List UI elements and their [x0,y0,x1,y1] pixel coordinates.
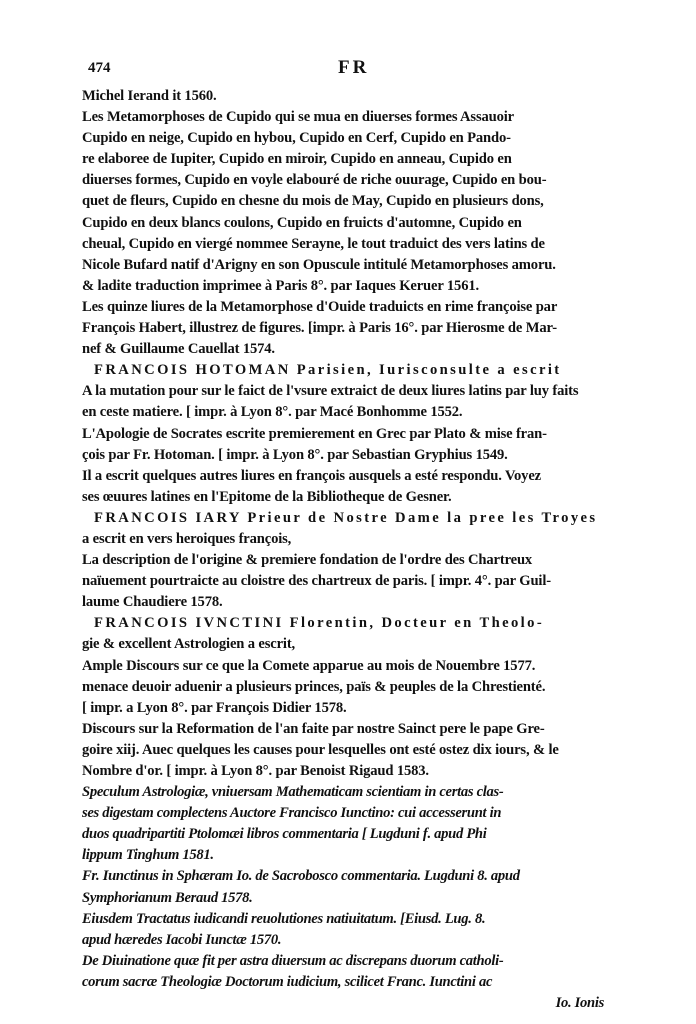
page-text [82,86,604,1014]
text-line: laume Chaudiere 1578. [82,594,223,611]
author-heading: FRANCOIS IVNCTINI Florentin, Docteur en Theolo- [94,615,545,632]
latin-text-line: Fr. Iunctinus in Sphæram Io. de Sacrobosco commentaria. Lugduni 8. apud [82,868,520,885]
text-line: gie & excellent Astrologien a escrit, [82,636,296,653]
text-line: Il a escrit quelques autres liures en françois ausquels a esté respondu. Voyez [82,467,541,484]
text-line: en ceste matiere. [ impr. à Lyon 8°. par Macé Bonhomme 1552. [82,404,463,421]
text-line: nef & Guillaume Cauellat 1574. [82,341,275,358]
text-line: Nicole Bufard natif d'Arigny en son Opuscule intitulé Metamorphoses amoru. [82,256,556,273]
text-line: François Habert, illustrez de figures. [impr. à Paris 16°. par Hierosme de Mar- [82,320,557,337]
text-line: a escrit en vers heroiques françois, [82,530,292,547]
text-line: L'Apologie de Socrates escrite premierement en Grec par Plato & mise fran- [82,425,547,442]
text-line: Michel Ierand it 1560. [82,88,217,104]
latin-text-line: Symphorianum Beraud 1578. [82,889,253,906]
latin-text-line: corum sacræ Theologiæ Doctorum iudicium, scilicet Franc. Iunctini ac [82,973,493,990]
page-number: 474 [88,60,111,76]
text-line: naïuement pourtraicte au cloistre des chartreux de paris. [ impr. 4°. par Guil- [82,573,551,590]
text-line: Cupido en deux blancs coulons, Cupido en fruicts d'automne, Cupido en [82,214,522,231]
catchword: Io. Ionis [555,995,604,1012]
text-line: Les quinze liures de la Metamorphose d'Ouide traduicts en rime françoise par [82,298,558,315]
latin-text-line: lippum Tinghum 1581. [82,847,214,864]
running-head: FR [338,57,370,78]
latin-text-line: duos quadripartiti Ptolomæi libros commentaria [ Lugduni f. apud Phi [82,826,487,843]
text-line: La description de l'origine & premiere fondation de l'ordre des Chartreux [82,552,533,569]
text-line: çois par Fr. Hotoman. [ impr. à Lyon 8°. par Sebastian Gryphius 1549. [82,446,508,463]
text-line: re elaboree de Iupiter, Cupido en miroir, Cupido en anneau, Cupido en [82,151,512,168]
text-line: Nombre d'or. [ impr. à Lyon 8°. par Benoist Rigaud 1583. [82,763,429,779]
text-line: goire xiij. Auec quelques les causes pour lesquelles ont esté ostez dix iours, & le [82,741,559,758]
latin-text-line: Speculum Astrologiæ, vniuersam Mathematicam scientiam in certas clas- [82,784,504,801]
text-line: & ladite traduction imprimee à Paris 8°. par Iaques Keruer 1561. [82,277,479,294]
latin-text-line: De Diuinatione quæ fit per astra diuersum ac discrepans duorum catholi- [82,952,504,969]
text-line: [ impr. a Lyon 8°. par François Didier 1578. [82,699,347,716]
latin-text-line: apud hæredes Iacobi Iunctæ 1570. [82,931,282,948]
text-line: ses œuures latines en l'Epitome de la Bibliotheque de Gesner. [82,488,452,505]
author-heading: FRANCOIS IARY Prieur de Nostre Dame la pree les Troyes [94,509,598,526]
text-line: menace deuoir aduenir a plusieurs princes, païs & peuples de la Chrestienté. [82,678,546,695]
latin-text-line: ses digestam complectens Auctore Francisco Iunctino: cui accesserunt in [82,805,502,822]
text-line: Les Metamorphoses de Cupido qui se mua en diuerses formes Assauoir [82,109,514,126]
text-line: Cupido en neige, Cupido en hybou, Cupido en Cerf, Cupido en Pando- [82,130,511,147]
text-line: Ample Discours sur ce que la Comete apparue au mois de Nouembre 1577. [82,657,536,674]
author-heading: FRANCOIS HOTOMAN Parisien, Iurisconsulte a escrit [94,362,562,379]
text-line: quet de fleurs, Cupido en chesne du mois de May, Cupido en plusieurs dons, [82,193,544,210]
text-line: diuerses formes, Cupido en voyle elabouré de riche ouurage, Cupido en bou- [82,172,547,189]
text-line: cheual, Cupido en viergé nommee Serayne, le tout traduict des vers latins de [82,235,545,252]
latin-text-line: Eiusdem Tractatus iudicandi reuolutiones natiuitatum. [Eiusd. Lug. 8. [82,910,486,927]
text-line: Discours sur la Reformation de l'an faite par nostre Sainct pere le pape Gre- [82,720,545,737]
text-line: A la mutation pour sur le faict de l'vsure extraict de deux liures latins par luy faits [82,383,579,400]
